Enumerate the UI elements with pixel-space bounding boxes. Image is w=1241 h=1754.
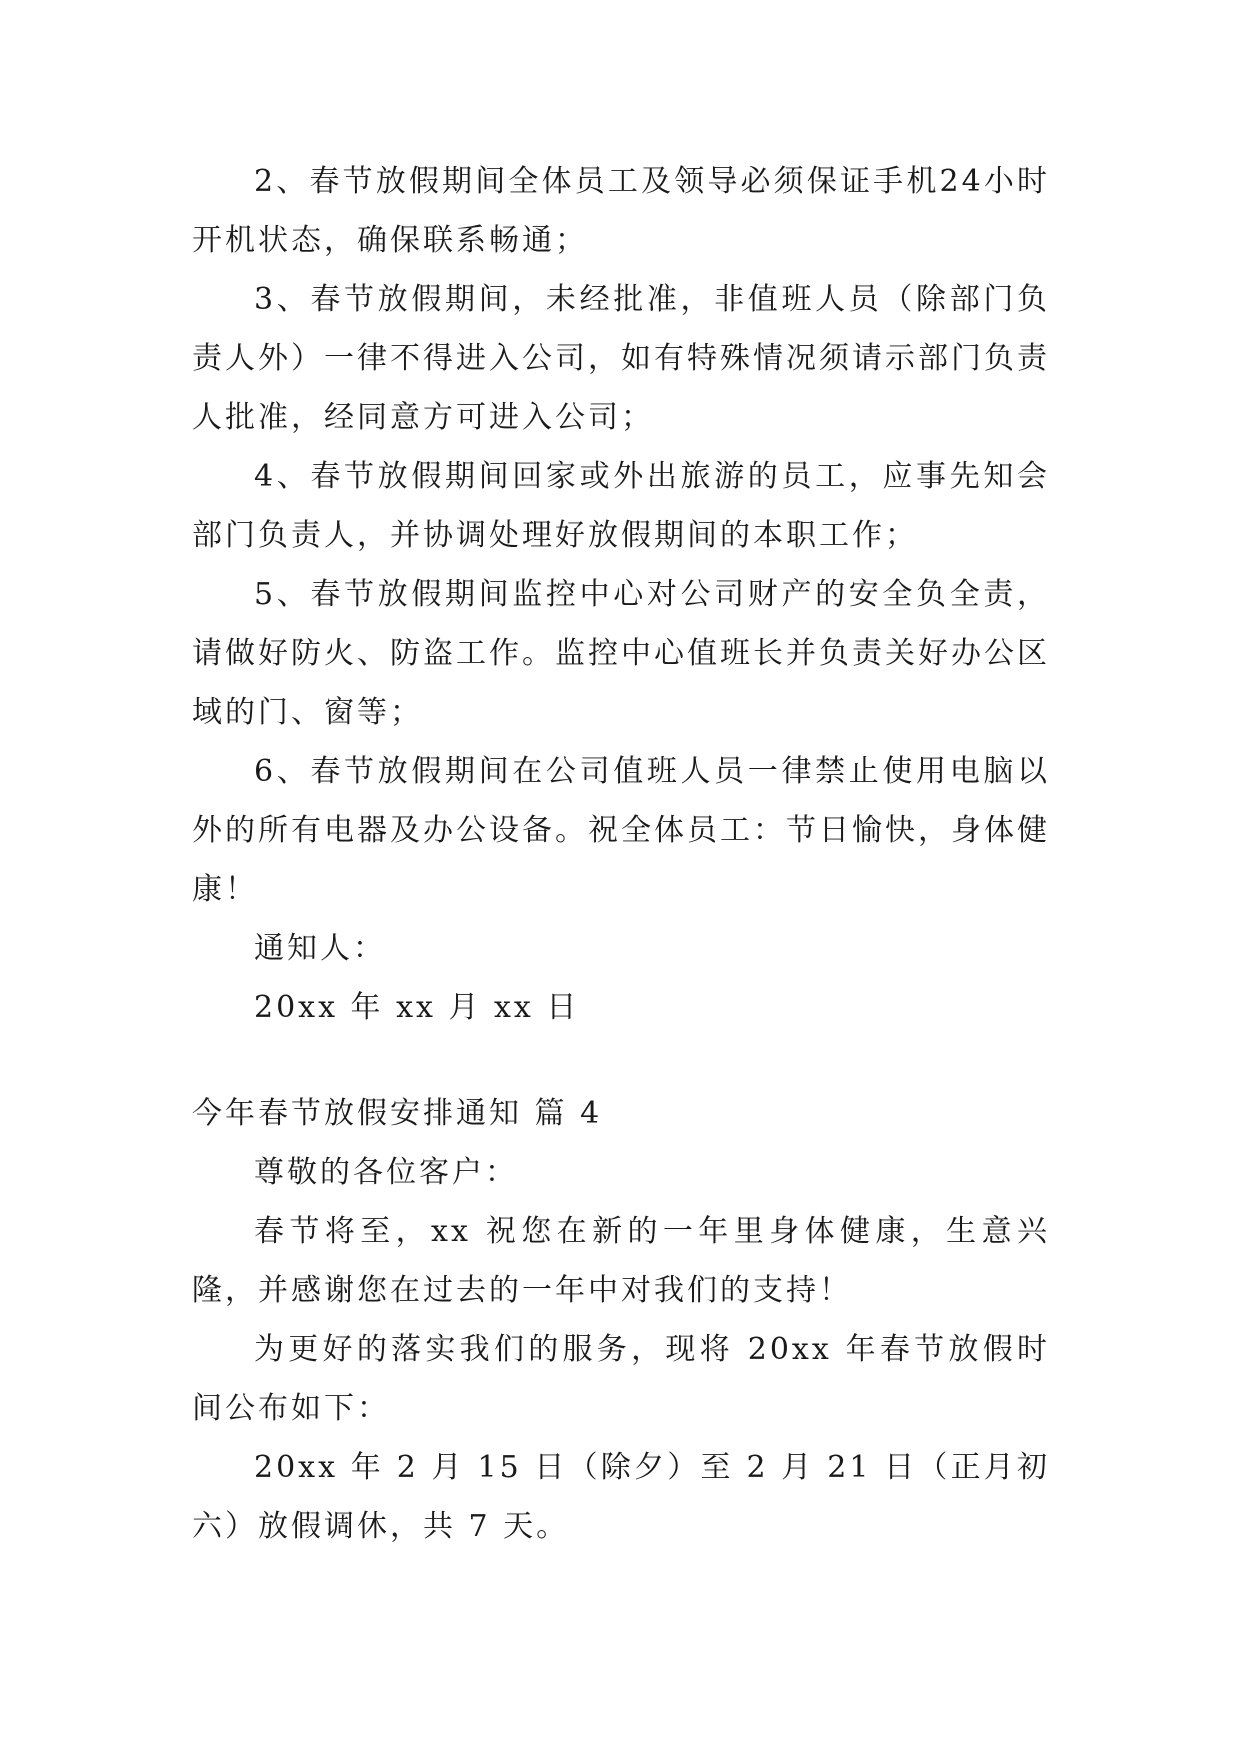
paragraph-holiday-dates: 20xx 年 2 月 15 日（除夕）至 2 月 21 日（正月初六）放假调休，共 7 天。	[192, 1450, 1050, 1544]
notifier-label: 通知人：	[254, 931, 386, 966]
notice-item-3: 3、春节放假期间，未经批准，非值班人员（除部门负责人外）一律不得进入公司，如有特殊情况须请示部门负责人批准，经同意方可进入公司；	[192, 282, 1050, 435]
notice-item-5: 5、春节放假期间监控中心对公司财产的安全负全责，请做好防火、防盗工作。监控中心值班长并负责关好办公区域的门、窗等；	[192, 577, 1050, 730]
notice-item-2: 2、春节放假期间全体员工及领导必须保证手机24小时开机状态，确保联系畅通；	[192, 164, 1050, 258]
greeting: 尊敬的各位客户：	[254, 1155, 518, 1190]
section-title: 今年春节放假安排通知 篇 4	[192, 1096, 603, 1131]
paragraph-announcement: 为更好的落实我们的服务，现将 20xx 年春节放假时间公布如下：	[192, 1332, 1050, 1426]
section-gap	[192, 1037, 1050, 1084]
notice-item-4: 4、春节放假期间回家或外出旅游的员工，应事先知会部门负责人，并协调处理好放假期间的本职工作；	[192, 459, 1050, 553]
paragraph-wishes: 春节将至，xx 祝您在新的一年里身体健康，生意兴隆，并感谢您在过去的一年中对我们的支持！	[192, 1214, 1050, 1308]
notice-date: 20xx 年 xx 月 xx 日	[254, 990, 580, 1025]
notice-item-6: 6、春节放假期间在公司值班人员一律禁止使用电脑以外的所有电器及办公设备。祝全体员工：节日愉快，身体健康！	[192, 754, 1050, 907]
document-body	[192, 152, 1050, 1556]
